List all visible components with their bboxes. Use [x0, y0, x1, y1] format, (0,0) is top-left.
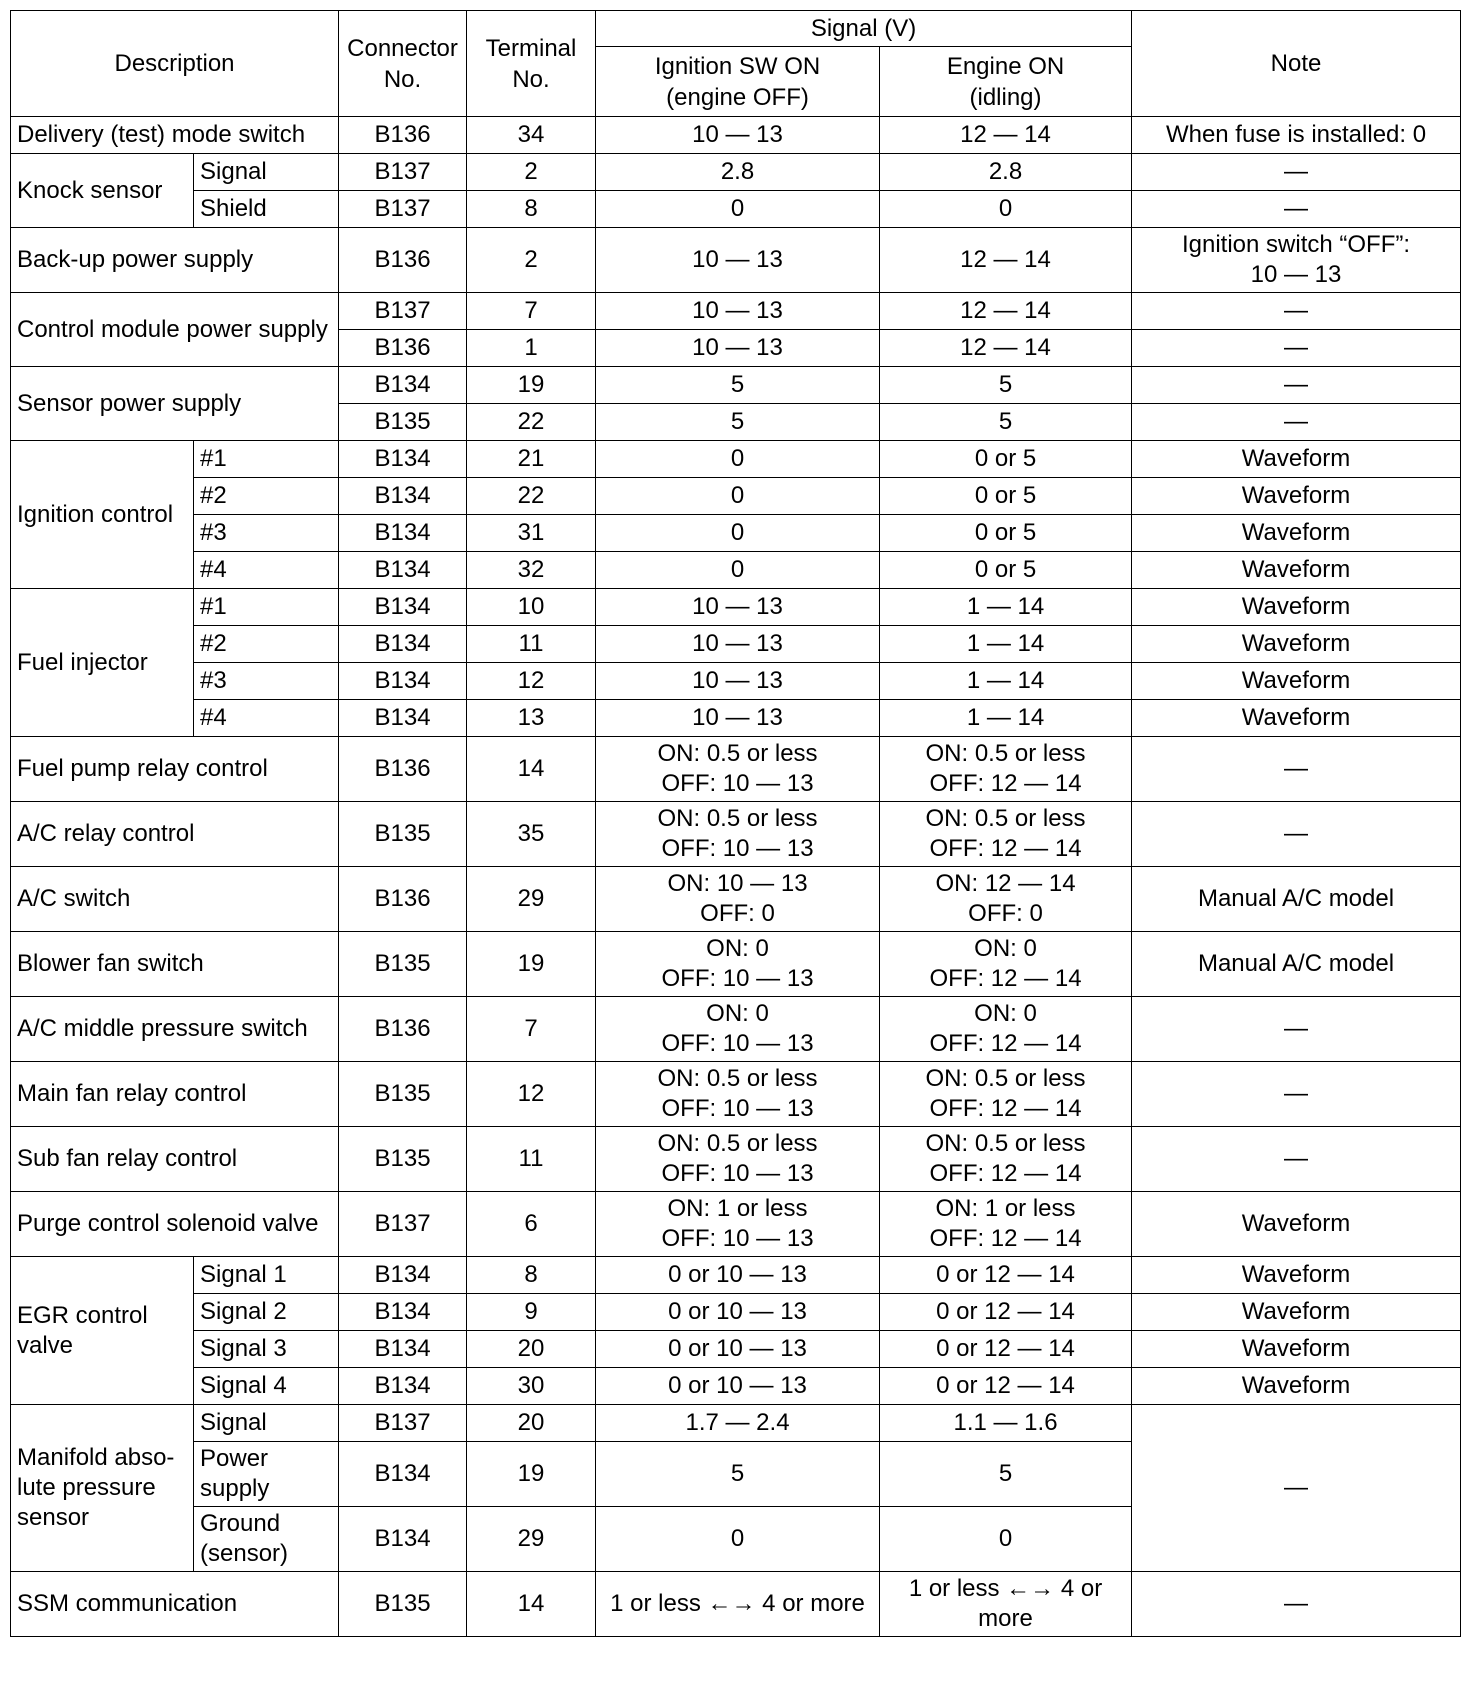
engine-signal-cell: 0 or 12 — 14 — [880, 1294, 1132, 1331]
note-cell: Manual A/C model — [1132, 932, 1461, 997]
row-description: A/C relay control — [11, 802, 339, 867]
table-row — [11, 441, 1461, 478]
header-description: Description — [11, 11, 339, 117]
engine-signal-cell: 0 or 12 — 14 — [880, 1331, 1132, 1368]
terminal-cell: 34 — [467, 117, 596, 154]
note-cell: — — [1132, 997, 1461, 1062]
engine-signal-cell: 0 or 5 — [880, 478, 1132, 515]
table-row — [11, 802, 1461, 867]
connector-cell: B134 — [339, 663, 467, 700]
table-row — [11, 478, 1461, 515]
terminal-cell: 31 — [467, 515, 596, 552]
note-cell: — — [1132, 1127, 1461, 1192]
header-ignition-on: Ignition SW ON (engine OFF) — [596, 47, 880, 117]
row-description: A/C switch — [11, 867, 339, 932]
connector-cell: B137 — [339, 154, 467, 191]
ignition-signal-cell: ON: 0.5 or less OFF: 10 — 13 — [596, 737, 880, 802]
table-row — [11, 1572, 1461, 1637]
sub-description: #4 — [194, 700, 339, 737]
engine-signal-cell: 5 — [880, 367, 1132, 404]
table-row — [11, 663, 1461, 700]
ignition-signal-cell: 1 or less ←→ 4 or more — [596, 1572, 880, 1637]
note-cell: — — [1132, 1405, 1461, 1572]
table-row — [11, 867, 1461, 932]
terminal-cell: 12 — [467, 1062, 596, 1127]
table-row — [11, 1257, 1461, 1294]
ignition-signal-cell: 0 or 10 — 13 — [596, 1368, 880, 1405]
sub-description: Signal — [194, 1405, 339, 1442]
sub-description: Signal 3 — [194, 1331, 339, 1368]
terminal-cell: 10 — [467, 589, 596, 626]
sub-description: Signal 2 — [194, 1294, 339, 1331]
note-cell: — — [1132, 191, 1461, 228]
engine-signal-cell: 0 or 5 — [880, 552, 1132, 589]
terminal-cell: 11 — [467, 1127, 596, 1192]
ignition-signal-cell: 10 — 13 — [596, 700, 880, 737]
engine-signal-cell: 0 — [880, 1507, 1132, 1572]
connector-cell: B137 — [339, 293, 467, 330]
connector-cell: B135 — [339, 1127, 467, 1192]
terminal-cell: 29 — [467, 867, 596, 932]
row-description: Delivery (test) mode switch — [11, 117, 339, 154]
row-description: Back-up power supply — [11, 228, 339, 293]
table-row — [11, 1331, 1461, 1368]
note-cell: — — [1132, 1062, 1461, 1127]
terminal-cell: 19 — [467, 932, 596, 997]
row-description: Control module power supply — [11, 293, 339, 367]
engine-signal-cell: 1.1 — 1.6 — [880, 1405, 1132, 1442]
sub-description: #3 — [194, 515, 339, 552]
table-row — [11, 626, 1461, 663]
header-connector: Connector No. — [339, 11, 467, 117]
engine-signal-cell: 12 — 14 — [880, 330, 1132, 367]
engine-signal-cell: 12 — 14 — [880, 228, 1132, 293]
terminal-cell: 13 — [467, 700, 596, 737]
note-cell: Waveform — [1132, 552, 1461, 589]
connector-cell: B134 — [339, 515, 467, 552]
ignition-signal-cell: 0 or 10 — 13 — [596, 1294, 880, 1331]
ignition-signal-cell: 5 — [596, 404, 880, 441]
table-row — [11, 997, 1461, 1062]
connector-cell: B134 — [339, 1331, 467, 1368]
connector-cell: B136 — [339, 997, 467, 1062]
ignition-signal-cell: 0 — [596, 478, 880, 515]
ignition-signal-cell: 0 — [596, 441, 880, 478]
connector-cell: B134 — [339, 1368, 467, 1405]
table-row — [11, 154, 1461, 191]
table-row — [11, 367, 1461, 404]
row-description: Knock sensor — [11, 154, 194, 228]
connector-cell: B134 — [339, 1294, 467, 1331]
connector-cell: B135 — [339, 932, 467, 997]
note-cell: Waveform — [1132, 441, 1461, 478]
sub-description: #2 — [194, 626, 339, 663]
row-description: Main fan relay control — [11, 1062, 339, 1127]
terminal-cell: 19 — [467, 367, 596, 404]
ignition-signal-cell: ON: 0.5 or less OFF: 10 — 13 — [596, 1062, 880, 1127]
terminal-cell: 29 — [467, 1507, 596, 1572]
header-terminal: Terminal No. — [467, 11, 596, 117]
note-cell: — — [1132, 330, 1461, 367]
header-note: Note — [1132, 11, 1461, 117]
connector-cell: B136 — [339, 117, 467, 154]
sub-description: Signal — [194, 154, 339, 191]
table-row — [11, 737, 1461, 802]
connector-cell: B135 — [339, 1062, 467, 1127]
engine-signal-cell: 12 — 14 — [880, 117, 1132, 154]
ignition-signal-cell: 2.8 — [596, 154, 880, 191]
row-description: Purge control solenoid valve — [11, 1192, 339, 1257]
ignition-signal-cell: 10 — 13 — [596, 589, 880, 626]
note-cell: When fuse is installed: 0 — [1132, 117, 1461, 154]
terminal-cell: 14 — [467, 1572, 596, 1637]
terminal-cell: 20 — [467, 1331, 596, 1368]
sub-description: Shield — [194, 191, 339, 228]
table-row — [11, 1368, 1461, 1405]
table-row — [11, 293, 1461, 330]
table-row — [11, 228, 1461, 293]
table-row — [11, 1294, 1461, 1331]
sub-description: Signal 4 — [194, 1368, 339, 1405]
terminal-cell: 9 — [467, 1294, 596, 1331]
header-row — [11, 11, 1461, 47]
engine-signal-cell: ON: 0 OFF: 12 — 14 — [880, 997, 1132, 1062]
note-cell: Waveform — [1132, 589, 1461, 626]
note-cell: Waveform — [1132, 478, 1461, 515]
terminal-cell: 11 — [467, 626, 596, 663]
ignition-signal-cell: 10 — 13 — [596, 228, 880, 293]
engine-signal-cell: ON: 0 OFF: 12 — 14 — [880, 932, 1132, 997]
engine-signal-cell: ON: 0.5 or less OFF: 12 — 14 — [880, 802, 1132, 867]
connector-cell: B134 — [339, 367, 467, 404]
row-description: Manifold abso- lute pressure sensor — [11, 1405, 194, 1572]
row-description: Fuel pump relay control — [11, 737, 339, 802]
table-row — [11, 589, 1461, 626]
connector-cell: B134 — [339, 1507, 467, 1572]
table-row — [11, 117, 1461, 154]
table-row — [11, 1192, 1461, 1257]
engine-signal-cell: 1 — 14 — [880, 589, 1132, 626]
ignition-signal-cell: 10 — 13 — [596, 293, 880, 330]
terminal-cell: 22 — [467, 478, 596, 515]
sub-description: #3 — [194, 663, 339, 700]
ignition-signal-cell: ON: 0 OFF: 10 — 13 — [596, 997, 880, 1062]
connector-cell: B134 — [339, 441, 467, 478]
table-row — [11, 1405, 1461, 1442]
terminal-cell: 12 — [467, 663, 596, 700]
note-cell: — — [1132, 293, 1461, 330]
sub-description: #4 — [194, 552, 339, 589]
sub-description: #1 — [194, 589, 339, 626]
engine-signal-cell: 0 or 5 — [880, 515, 1132, 552]
terminal-cell: 7 — [467, 293, 596, 330]
terminal-cell: 1 — [467, 330, 596, 367]
ignition-signal-cell: 0 — [596, 552, 880, 589]
note-cell: — — [1132, 154, 1461, 191]
ignition-signal-cell: 10 — 13 — [596, 330, 880, 367]
row-description: Fuel injector — [11, 589, 194, 737]
sub-description: Power supply — [194, 1442, 339, 1507]
connector-cell: B134 — [339, 626, 467, 663]
signal-table — [10, 10, 1461, 1637]
connector-cell: B135 — [339, 802, 467, 867]
connector-cell: B137 — [339, 191, 467, 228]
note-cell: — — [1132, 404, 1461, 441]
note-cell: Waveform — [1132, 1192, 1461, 1257]
engine-signal-cell: 12 — 14 — [880, 293, 1132, 330]
connector-cell: B136 — [339, 867, 467, 932]
terminal-cell: 32 — [467, 552, 596, 589]
connector-cell: B136 — [339, 330, 467, 367]
engine-signal-cell: 0 or 12 — 14 — [880, 1368, 1132, 1405]
terminal-cell: 8 — [467, 1257, 596, 1294]
table-row — [11, 515, 1461, 552]
sub-description: #1 — [194, 441, 339, 478]
header-engine-on: Engine ON (idling) — [880, 47, 1132, 117]
ignition-signal-cell: ON: 0.5 or less OFF: 10 — 13 — [596, 802, 880, 867]
note-cell: Waveform — [1132, 700, 1461, 737]
connector-cell: B134 — [339, 478, 467, 515]
note-cell: — — [1132, 737, 1461, 802]
row-description: Ignition control — [11, 441, 194, 589]
note-cell: — — [1132, 367, 1461, 404]
engine-signal-cell: 0 — [880, 191, 1132, 228]
terminal-cell: 30 — [467, 1368, 596, 1405]
note-cell: Waveform — [1132, 1331, 1461, 1368]
ignition-signal-cell: 5 — [596, 367, 880, 404]
engine-signal-cell: ON: 0.5 or less OFF: 12 — 14 — [880, 1127, 1132, 1192]
table-row — [11, 1062, 1461, 1127]
sub-description: Ground (sensor) — [194, 1507, 339, 1572]
header-signal: Signal (V) — [596, 11, 1132, 47]
engine-signal-cell: 5 — [880, 1442, 1132, 1507]
row-description: Sensor power supply — [11, 367, 339, 441]
table-row — [11, 700, 1461, 737]
engine-signal-cell: 0 or 12 — 14 — [880, 1257, 1132, 1294]
ignition-signal-cell: 0 — [596, 191, 880, 228]
connector-cell: B136 — [339, 228, 467, 293]
ignition-signal-cell: 10 — 13 — [596, 663, 880, 700]
connector-cell: B135 — [339, 404, 467, 441]
note-cell: Manual A/C model — [1132, 867, 1461, 932]
engine-signal-cell: 1 or less ←→ 4 or more — [880, 1572, 1132, 1637]
engine-signal-cell: ON: 12 — 14 OFF: 0 — [880, 867, 1132, 932]
row-description: Blower fan switch — [11, 932, 339, 997]
ignition-signal-cell: ON: 0.5 or less OFF: 10 — 13 — [596, 1127, 880, 1192]
row-description: SSM communication — [11, 1572, 339, 1637]
note-cell: Waveform — [1132, 515, 1461, 552]
table-row — [11, 552, 1461, 589]
engine-signal-cell: 2.8 — [880, 154, 1132, 191]
ignition-signal-cell: 0 or 10 — 13 — [596, 1257, 880, 1294]
ignition-signal-cell: 10 — 13 — [596, 626, 880, 663]
ignition-signal-cell: 5 — [596, 1442, 880, 1507]
terminal-cell: 19 — [467, 1442, 596, 1507]
terminal-cell: 6 — [467, 1192, 596, 1257]
connector-cell: B136 — [339, 737, 467, 802]
terminal-cell: 2 — [467, 154, 596, 191]
ignition-signal-cell: ON: 1 or less OFF: 10 — 13 — [596, 1192, 880, 1257]
engine-signal-cell: 1 — 14 — [880, 700, 1132, 737]
engine-signal-cell: ON: 0.5 or less OFF: 12 — 14 — [880, 737, 1132, 802]
connector-cell: B134 — [339, 552, 467, 589]
terminal-cell: 8 — [467, 191, 596, 228]
ignition-signal-cell: ON: 0 OFF: 10 — 13 — [596, 932, 880, 997]
note-cell: — — [1132, 1572, 1461, 1637]
connector-cell: B134 — [339, 589, 467, 626]
terminal-cell: 14 — [467, 737, 596, 802]
connector-cell: B137 — [339, 1192, 467, 1257]
connector-cell: B135 — [339, 1572, 467, 1637]
engine-signal-cell: 0 or 5 — [880, 441, 1132, 478]
note-cell: Ignition switch “OFF”: 10 — 13 — [1132, 228, 1461, 293]
terminal-cell: 35 — [467, 802, 596, 867]
note-cell: Waveform — [1132, 663, 1461, 700]
note-cell: Waveform — [1132, 1257, 1461, 1294]
engine-signal-cell: 1 — 14 — [880, 626, 1132, 663]
connector-cell: B137 — [339, 1405, 467, 1442]
connector-cell: B134 — [339, 1257, 467, 1294]
ignition-signal-cell: 0 — [596, 1507, 880, 1572]
engine-signal-cell: ON: 1 or less OFF: 12 — 14 — [880, 1192, 1132, 1257]
terminal-cell: 7 — [467, 997, 596, 1062]
terminal-cell: 21 — [467, 441, 596, 478]
connector-cell: B134 — [339, 700, 467, 737]
note-cell: Waveform — [1132, 626, 1461, 663]
sub-description: #2 — [194, 478, 339, 515]
ignition-signal-cell: 0 — [596, 515, 880, 552]
sub-description: Signal 1 — [194, 1257, 339, 1294]
terminal-cell: 20 — [467, 1405, 596, 1442]
ignition-signal-cell: 1.7 — 2.4 — [596, 1405, 880, 1442]
ignition-signal-cell: 10 — 13 — [596, 117, 880, 154]
row-description: Sub fan relay control — [11, 1127, 339, 1192]
table-row — [11, 191, 1461, 228]
table-row — [11, 932, 1461, 997]
terminal-cell: 22 — [467, 404, 596, 441]
note-cell: Waveform — [1132, 1294, 1461, 1331]
row-description: A/C middle pressure switch — [11, 997, 339, 1062]
row-description: EGR control valve — [11, 1257, 194, 1405]
ignition-signal-cell: ON: 10 — 13 OFF: 0 — [596, 867, 880, 932]
table-row — [11, 1127, 1461, 1192]
note-cell: Waveform — [1132, 1368, 1461, 1405]
note-cell: — — [1132, 802, 1461, 867]
terminal-cell: 2 — [467, 228, 596, 293]
engine-signal-cell: ON: 0.5 or less OFF: 12 — 14 — [880, 1062, 1132, 1127]
engine-signal-cell: 1 — 14 — [880, 663, 1132, 700]
engine-signal-cell: 5 — [880, 404, 1132, 441]
ignition-signal-cell: 0 or 10 — 13 — [596, 1331, 880, 1368]
page — [10, 10, 1460, 1637]
connector-cell: B134 — [339, 1442, 467, 1507]
